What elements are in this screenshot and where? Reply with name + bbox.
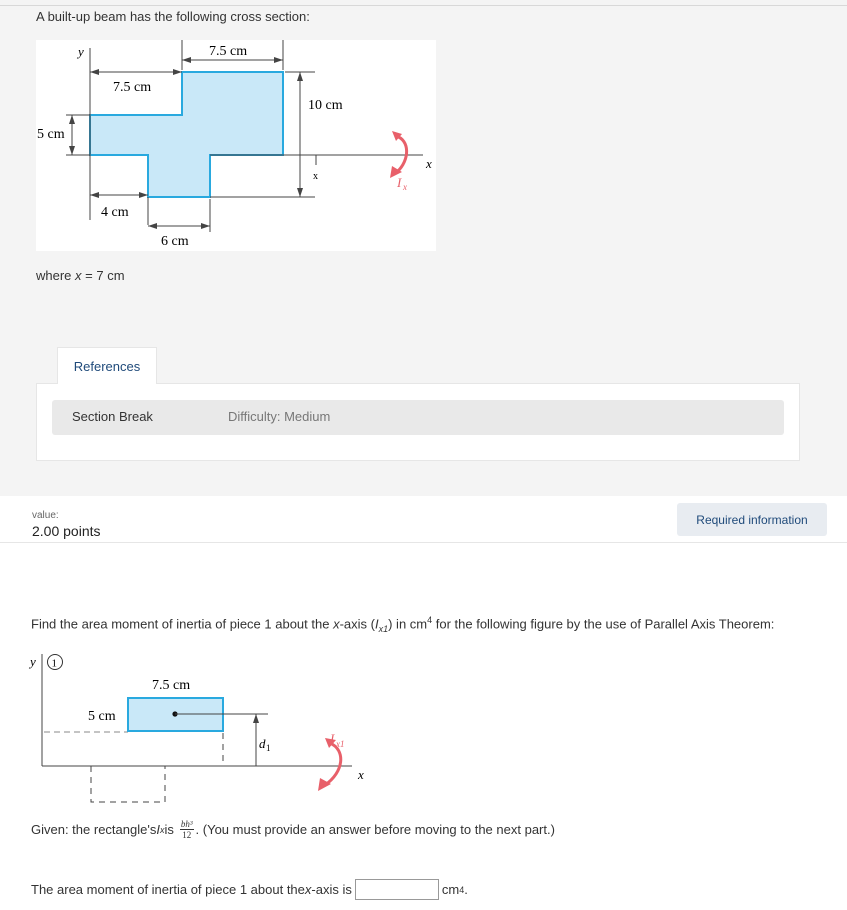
cross-section-figure — [36, 40, 436, 251]
section-break-bar — [52, 400, 784, 435]
fig1-left-width-label: 7.5 cm — [113, 80, 152, 95]
answer-row: The area moment of inertia of piece 1 about the x -axis is cm 4 . — [31, 879, 468, 900]
references-tab[interactable]: References — [57, 347, 157, 384]
answer-input[interactable] — [355, 879, 439, 900]
fig2-moment-arrow — [325, 743, 341, 785]
fig2-I-sub: x1 — [336, 739, 345, 749]
fig2-I-label: I — [330, 731, 335, 746]
section-break-label: Section Break — [72, 409, 153, 424]
fig2-width-label: 7.5 cm — [152, 678, 191, 693]
piece-one-figure — [28, 648, 388, 810]
problem-intro: A built-up beam has the following cross section: — [36, 9, 310, 24]
fig2-height-label: 5 cm — [88, 709, 116, 724]
value-points: 2.00 points — [32, 523, 101, 539]
top-divider — [0, 5, 847, 6]
fig1-y-label: y — [78, 44, 84, 59]
fig1-top-width-label: 7.5 cm — [209, 44, 248, 59]
fig2-piece-number: 1 — [51, 657, 57, 670]
fig1-height-label: 10 cm — [308, 98, 343, 113]
fig1-Ix-I: I — [397, 175, 402, 190]
fig2-y-label: y — [30, 654, 36, 669]
given-statement: Given: the rectangle's I x is $\frac{\text{bh³}}{12}$ . (You must provide an answer before moving to the next part.) — [31, 819, 555, 840]
fig2-x-label: x — [358, 767, 364, 782]
fig2-d-sub: 1 — [266, 743, 271, 753]
value-label: value: — [32, 510, 59, 521]
fig1-Ix-sub: x — [403, 182, 407, 192]
difficulty-label: Difficulty: Medium — [228, 409, 331, 424]
formula-fraction: $\frac{\text{bh³}}{12}$ — [180, 819, 193, 840]
fig1-flange-label: 5 cm — [37, 127, 65, 142]
fig2-d-label: d — [259, 736, 266, 751]
question-text: Find the area moment of inertia of piece 1 about the x-axis $(I_{x1})$ in $cm^4$ for the following figure by the use of Parallel Axis Theorem: — [31, 615, 775, 634]
required-information-button[interactable]: Required information — [677, 503, 827, 536]
fig1-web-width-label: 6 cm — [161, 234, 189, 249]
fig1-web-offset-label: 4 cm — [101, 205, 129, 220]
separator — [0, 542, 847, 543]
fig1-x-dist-label: x — [313, 171, 318, 182]
where-statement: where x = 7 cm — [36, 268, 125, 283]
fig1-x-label: x — [426, 156, 432, 171]
